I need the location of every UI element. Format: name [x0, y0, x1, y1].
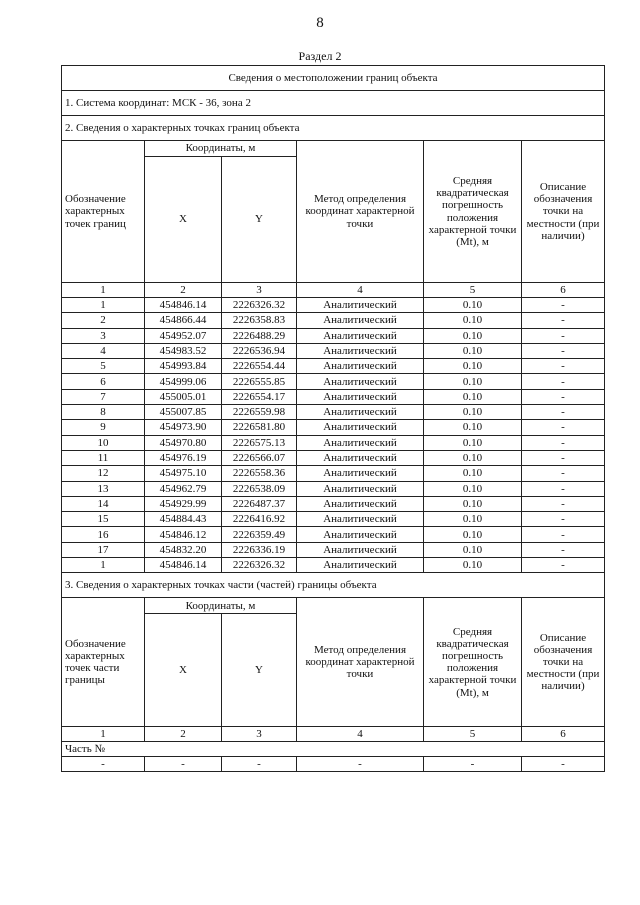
column-number: 4	[297, 283, 424, 298]
page-number: 8	[316, 15, 324, 31]
coord-x: 454975.10	[145, 466, 222, 481]
parts-header-y: Y	[222, 614, 297, 727]
coord-x: 454999.06	[145, 374, 222, 389]
empty-cell: -	[145, 757, 222, 772]
parts-header-coords: Координаты, м	[145, 598, 297, 614]
description: -	[522, 359, 605, 374]
coord-x: 454846.14	[145, 558, 222, 573]
method: Аналитический	[297, 466, 424, 481]
column-number: 2	[145, 283, 222, 298]
table-row	[62, 389, 605, 404]
coord-x: 454832.20	[145, 542, 222, 557]
parts-header-method: Метод определения координат характерной точки	[297, 598, 424, 727]
table-row	[62, 405, 605, 420]
description: -	[522, 389, 605, 404]
empty-part-row	[62, 757, 605, 772]
column-number: 1	[62, 727, 145, 742]
parts-column-numbers-row	[62, 727, 605, 742]
column-number: 6	[522, 727, 605, 742]
point-number: 1	[62, 298, 145, 313]
point-number: 12	[62, 466, 145, 481]
description: -	[522, 481, 605, 496]
parts-section-title: 3. Сведения о характерных точках части (частей) границы объекта	[62, 573, 605, 598]
coord-y: 2226326.32	[222, 558, 297, 573]
method: Аналитический	[297, 313, 424, 328]
coord-x: 454846.14	[145, 298, 222, 313]
description: -	[522, 328, 605, 343]
point-number: 14	[62, 496, 145, 511]
method: Аналитический	[297, 481, 424, 496]
column-numbers-row	[62, 283, 605, 298]
point-number: 2	[62, 313, 145, 328]
header-method: Метод определения координат характерной точки	[297, 141, 424, 283]
description: -	[522, 558, 605, 573]
description: -	[522, 313, 605, 328]
method: Аналитический	[297, 512, 424, 527]
table-row	[62, 298, 605, 313]
parts-header-error: Средняя квадратическая погрешность положения характерной точки (Mt), м	[424, 598, 522, 727]
description: -	[522, 298, 605, 313]
point-number: 17	[62, 542, 145, 557]
method: Аналитический	[297, 343, 424, 358]
empty-cell: -	[222, 757, 297, 772]
column-number: 3	[222, 727, 297, 742]
point-number: 5	[62, 359, 145, 374]
table-row	[62, 450, 605, 465]
method: Аналитический	[297, 450, 424, 465]
point-number: 13	[62, 481, 145, 496]
description: -	[522, 435, 605, 450]
boundary-table	[61, 65, 605, 772]
column-number: 1	[62, 283, 145, 298]
table-row	[62, 313, 605, 328]
point-number: 9	[62, 420, 145, 435]
part-label: Часть №	[62, 742, 605, 757]
coord-y: 2226581.80	[222, 420, 297, 435]
coord-y: 2226358.83	[222, 313, 297, 328]
description: -	[522, 405, 605, 420]
mt-error: 0.10	[424, 527, 522, 542]
mt-error: 0.10	[424, 298, 522, 313]
mt-error: 0.10	[424, 558, 522, 573]
mt-error: 0.10	[424, 374, 522, 389]
mt-error: 0.10	[424, 512, 522, 527]
method: Аналитический	[297, 359, 424, 374]
column-number: 3	[222, 283, 297, 298]
mt-error: 0.10	[424, 420, 522, 435]
description: -	[522, 420, 605, 435]
method: Аналитический	[297, 496, 424, 511]
column-number: 5	[424, 727, 522, 742]
coord-y: 2226536.94	[222, 343, 297, 358]
point-number: 4	[62, 343, 145, 358]
parts-header-description: Описание обозначения точки на местности (при наличии)	[522, 598, 605, 727]
method: Аналитический	[297, 405, 424, 420]
header-y: Y	[222, 157, 297, 283]
coord-y: 2226555.85	[222, 374, 297, 389]
mt-error: 0.10	[424, 405, 522, 420]
table-row	[62, 343, 605, 358]
method: Аналитический	[297, 527, 424, 542]
point-number: 10	[62, 435, 145, 450]
coord-y: 2226558.36	[222, 466, 297, 481]
method: Аналитический	[297, 420, 424, 435]
description: -	[522, 542, 605, 557]
coord-x: 455005.01	[145, 389, 222, 404]
points-section-title: 2. Сведения о характерных точках границ объекта	[62, 116, 605, 141]
column-number: 5	[424, 283, 522, 298]
mt-error: 0.10	[424, 481, 522, 496]
header-coords: Координаты, м	[145, 141, 297, 157]
mt-error: 0.10	[424, 359, 522, 374]
method: Аналитический	[297, 389, 424, 404]
coord-x: 454952.07	[145, 328, 222, 343]
header-x: X	[145, 157, 222, 283]
mt-error: 0.10	[424, 343, 522, 358]
coord-x: 454866.44	[145, 313, 222, 328]
coord-system: 1. Система координат: МСК - 36, зона 2	[62, 91, 605, 116]
mt-error: 0.10	[424, 435, 522, 450]
coord-x: 454846.12	[145, 527, 222, 542]
empty-cell: -	[424, 757, 522, 772]
coord-y: 2226336.19	[222, 542, 297, 557]
mt-error: 0.10	[424, 313, 522, 328]
description: -	[522, 512, 605, 527]
table-row	[62, 512, 605, 527]
description: -	[522, 496, 605, 511]
coord-y: 2226554.44	[222, 359, 297, 374]
method: Аналитический	[297, 374, 424, 389]
coord-y: 2226416.92	[222, 512, 297, 527]
mt-error: 0.10	[424, 466, 522, 481]
coord-y: 2226538.09	[222, 481, 297, 496]
description: -	[522, 527, 605, 542]
method: Аналитический	[297, 542, 424, 557]
coord-x: 454884.43	[145, 512, 222, 527]
method: Аналитический	[297, 298, 424, 313]
empty-cell: -	[522, 757, 605, 772]
coord-y: 2226566.07	[222, 450, 297, 465]
coord-y: 2226559.98	[222, 405, 297, 420]
mt-error: 0.10	[424, 450, 522, 465]
header-designation: Обозначение характерных точек границ	[62, 141, 145, 283]
coord-x: 454983.52	[145, 343, 222, 358]
column-number: 4	[297, 727, 424, 742]
table-row	[62, 328, 605, 343]
method: Аналитический	[297, 558, 424, 573]
description: -	[522, 466, 605, 481]
table-row	[62, 527, 605, 542]
coord-x: 455007.85	[145, 405, 222, 420]
header-description: Описание обозначения точки на местности (при наличии)	[522, 141, 605, 283]
empty-cell: -	[297, 757, 424, 772]
column-number: 6	[522, 283, 605, 298]
coord-y: 2226326.32	[222, 298, 297, 313]
coord-y: 2226487.37	[222, 496, 297, 511]
column-number: 2	[145, 727, 222, 742]
table-row	[62, 359, 605, 374]
table-row	[62, 420, 605, 435]
point-number: 11	[62, 450, 145, 465]
mt-error: 0.10	[424, 389, 522, 404]
point-number: 1	[62, 558, 145, 573]
coord-x: 454929.99	[145, 496, 222, 511]
mt-error: 0.10	[424, 328, 522, 343]
coord-x: 454976.19	[145, 450, 222, 465]
point-number: 6	[62, 374, 145, 389]
coord-y: 2226488.29	[222, 328, 297, 343]
table-row	[62, 374, 605, 389]
coord-x: 454973.90	[145, 420, 222, 435]
coord-x: 454970.80	[145, 435, 222, 450]
empty-cell: -	[62, 757, 145, 772]
mt-error: 0.10	[424, 542, 522, 557]
method: Аналитический	[297, 435, 424, 450]
point-number: 8	[62, 405, 145, 420]
table-row	[62, 481, 605, 496]
section-title: Раздел 2	[298, 49, 342, 63]
header-error: Средняя квадратическая погрешность положения характерной точки (Mt), м	[424, 141, 522, 283]
table-row	[62, 496, 605, 511]
coord-x: 454993.84	[145, 359, 222, 374]
table-row	[62, 542, 605, 557]
parts-header-x: X	[145, 614, 222, 727]
table-row	[62, 558, 605, 573]
description: -	[522, 343, 605, 358]
description: -	[522, 450, 605, 465]
table-row	[62, 435, 605, 450]
table-title: Сведения о местоположении границ объекта	[62, 66, 605, 91]
coord-y: 2226359.49	[222, 527, 297, 542]
mt-error: 0.10	[424, 496, 522, 511]
point-number: 16	[62, 527, 145, 542]
point-number: 7	[62, 389, 145, 404]
point-number: 15	[62, 512, 145, 527]
description: -	[522, 374, 605, 389]
coord-x: 454962.79	[145, 481, 222, 496]
point-number: 3	[62, 328, 145, 343]
coord-y: 2226575.13	[222, 435, 297, 450]
parts-header-designation: Обозначение характерных точек части границы	[62, 598, 145, 727]
table-row	[62, 466, 605, 481]
coord-y: 2226554.17	[222, 389, 297, 404]
method: Аналитический	[297, 328, 424, 343]
